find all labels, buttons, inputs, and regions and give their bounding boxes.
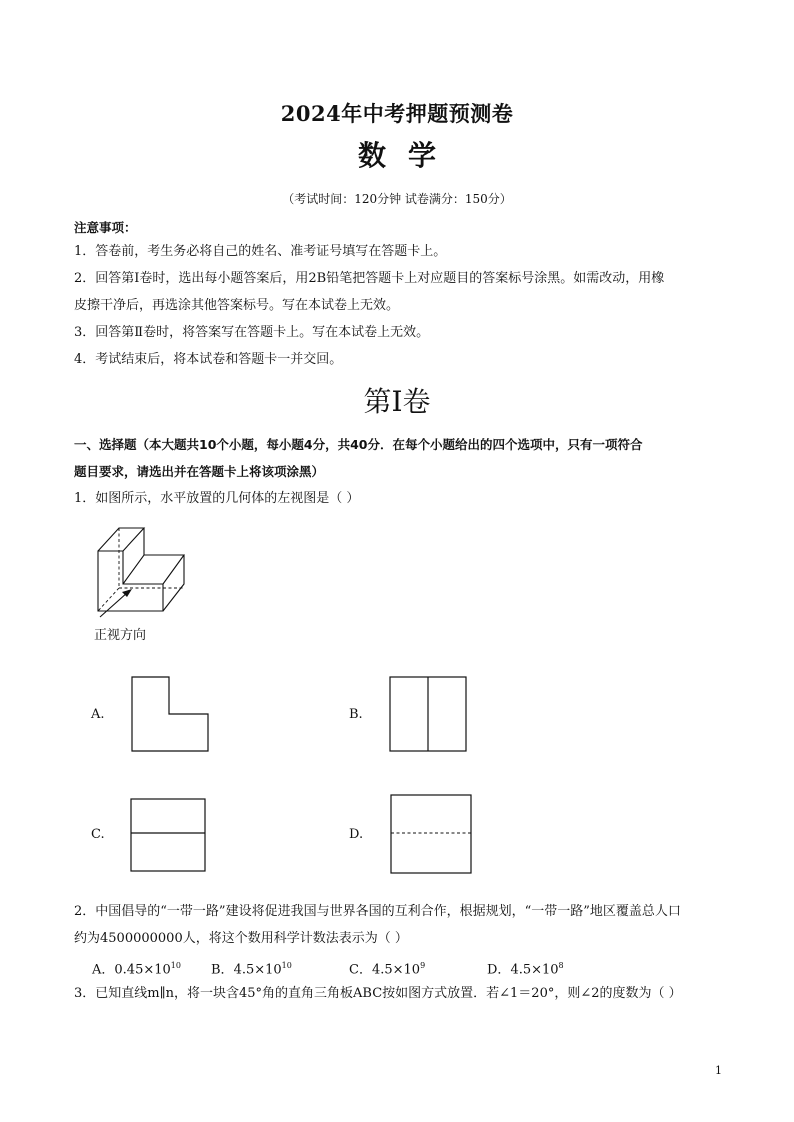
paper-title: 2024年中考押题预测卷 (280, 101, 514, 126)
q1-solid-figure (88, 518, 200, 618)
q2-option-c-exp: 9 (420, 961, 426, 970)
q2-option-a-exp: 10 (170, 961, 181, 970)
q2-option-c-base: 4.5×10 (371, 962, 421, 978)
q2-option-b-exp: 10 (281, 961, 292, 970)
notice-item-3: 3．回答第Ⅱ卷时，将答案写在答题卡上。写在本试卷上无效。 (74, 325, 430, 340)
section1-heading-cont: 题目要求，请选出并在答题卡上将该项涂黑） (74, 464, 325, 479)
q1-option-b-figure (389, 676, 467, 752)
q2-option-b-base: 4.5×10 (233, 962, 282, 978)
q3-stem: 3．已知直线m∥n，将一块含45°角的直角三角板ABC按如图方式放置．若∠1＝20°，则∠2的度数为（ ） (74, 986, 682, 1001)
q2-stem-line1: 2．中国倡导的“一带一路”建设将促进我国与世界各国的互利合作，根据规划，“一带一路”地区覆盖总人口 (74, 904, 681, 919)
q1-option-a-label[interactable]: A. (91, 707, 105, 722)
q2-option-c-label: C． (349, 962, 372, 978)
q2-option-d-label: D． (487, 962, 511, 978)
section1-heading: 一、选择题（本大题共10个小题，每小题4分，共40分．在每个小题给出的四个选项中，只有一项符合 (74, 437, 643, 452)
notice-item-4: 4．考试结束后，将本试卷和答题卡一并交回。 (74, 352, 343, 367)
exam-info: （考试时间：120分钟 试卷满分：150分） (282, 192, 512, 206)
notice-item-1: 1．答卷前，考生务必将自己的姓名、准考证号填写在答题卡上。 (74, 244, 447, 259)
q1-option-c-figure (130, 798, 206, 872)
q1-option-c-label[interactable]: C. (91, 827, 105, 842)
q2-option-a[interactable] (92, 957, 181, 979)
q2-option-c[interactable] (349, 957, 425, 979)
q2-option-d-base: 4.5×10 (510, 962, 559, 978)
q2-option-a-label: A． (92, 962, 115, 978)
q2-option-d[interactable] (487, 957, 564, 979)
q1-stem: 1．如图所示，水平放置的几何体的左视图是（ ） (74, 491, 360, 506)
q1-option-d-label[interactable]: D. (349, 827, 364, 842)
q2-option-b[interactable] (211, 957, 292, 979)
q1-option-b-label[interactable]: B. (349, 707, 363, 722)
q1-figure-label: 正视方向 (94, 628, 147, 643)
notice-heading: 注意事项： (74, 220, 137, 235)
notice-item-2: 2．回答第Ⅰ卷时，选出每小题答案后，用2B铅笔把答题卡上对应题目的答案标号涂黑。如需改动，用橡 (74, 271, 665, 286)
q2-option-b-label: B． (211, 962, 234, 978)
q2-stem-line2: 约为4500000000人，将这个数用科学计数法表示为（ ） (74, 931, 408, 946)
subject-title: 数学 (357, 139, 458, 172)
volume-title: 第Ⅰ卷 (363, 385, 431, 418)
q2-option-a-base: 0.45×10 (114, 962, 171, 978)
q2-option-d-exp: 8 (558, 961, 564, 970)
notice-item-2-cont: 皮擦干净后，再选涂其他答案标号。写在本试卷上无效。 (74, 298, 400, 313)
q1-option-d-figure (390, 794, 472, 874)
page-number: 1 (715, 1064, 722, 1077)
q1-option-a-figure (131, 676, 209, 752)
